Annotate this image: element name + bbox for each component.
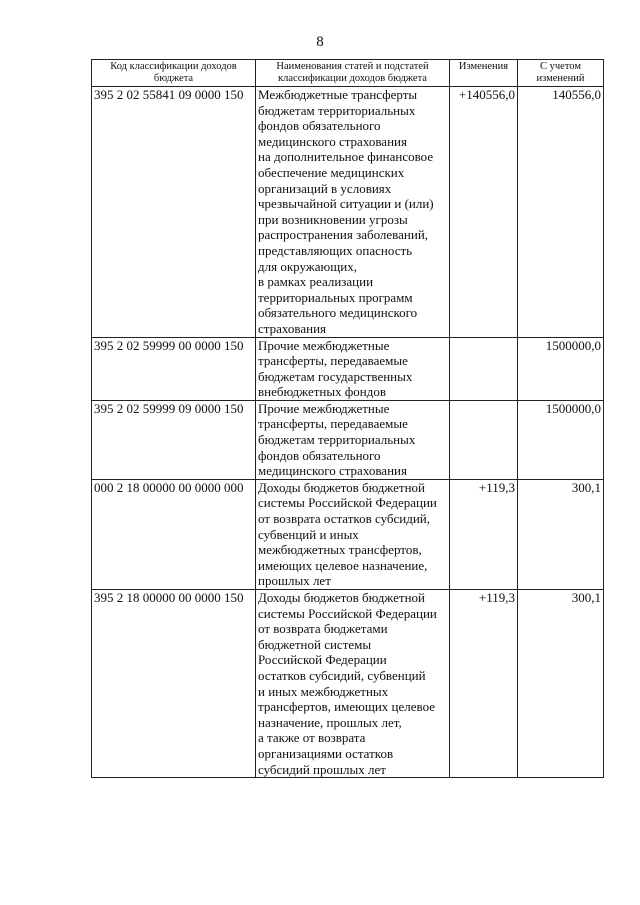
change-value: +119,3 bbox=[450, 590, 518, 778]
table-row bbox=[92, 479, 604, 589]
classification-code: 395 2 18 00000 00 0000 150 bbox=[92, 590, 256, 778]
item-name: Межбюджетные трансферты бюджетам территориальных фондов обязательного медицинского страхования на дополнительное финансовое обеспечение медицинских организаций в условиях чрезвычайной ситуации и (или) при возникновении угрозы распространения заболеваний, представляющих опасность для окружающих, в рамках реализации территориальных программ обязательного медицинского страхования bbox=[256, 87, 450, 338]
classification-code: 395 2 02 59999 09 0000 150 bbox=[92, 400, 256, 479]
item-name: Прочие межбюджетные трансферты, передаваемые бюджетам территориальных фондов обязательного медицинского страхования bbox=[256, 400, 450, 479]
classification-code: 395 2 02 55841 09 0000 150 bbox=[92, 87, 256, 338]
item-name: Доходы бюджетов бюджетной системы Российской Федерации от возврата бюджетами бюджетной системы Российской Федерации остатков субсидий, субвенций и иных межбюджетных трансфертов, имеющих целевое назначение, прошлых лет, а также от возврата организациями остатков субсидий прошлых лет bbox=[256, 590, 450, 778]
item-name: Доходы бюджетов бюджетной системы Российской Федерации от возврата остатков субсидий, субвенций и иных межбюджетных трансфертов, имеющих целевое назначение, прошлых лет bbox=[256, 479, 450, 589]
item-name: Прочие межбюджетные трансферты, передаваемые бюджетам государственных внебюджетных фондов bbox=[256, 337, 450, 400]
total-value: 300,1 bbox=[518, 479, 604, 589]
total-value: 1500000,0 bbox=[518, 400, 604, 479]
header-change: Изменения bbox=[450, 60, 518, 87]
header-code: Код классификации доходов бюджета bbox=[92, 60, 256, 87]
change-value bbox=[450, 337, 518, 400]
table-row bbox=[92, 337, 604, 400]
change-value bbox=[450, 400, 518, 479]
table-row bbox=[92, 590, 604, 778]
change-value: +119,3 bbox=[450, 479, 518, 589]
classification-code: 395 2 02 59999 00 0000 150 bbox=[92, 337, 256, 400]
table-row bbox=[92, 87, 604, 338]
table-row bbox=[92, 400, 604, 479]
table-header-row bbox=[92, 60, 604, 87]
header-name: Наименования статей и подстатей классификации доходов бюджета bbox=[256, 60, 450, 87]
total-value: 140556,0 bbox=[518, 87, 604, 338]
change-value: +140556,0 bbox=[450, 87, 518, 338]
page-number: 8 bbox=[316, 34, 324, 50]
header-total: С учетом изменений bbox=[518, 60, 604, 87]
total-value: 1500000,0 bbox=[518, 337, 604, 400]
budget-revenue-table bbox=[91, 59, 604, 778]
total-value: 300,1 bbox=[518, 590, 604, 778]
classification-code: 000 2 18 00000 00 0000 000 bbox=[92, 479, 256, 589]
